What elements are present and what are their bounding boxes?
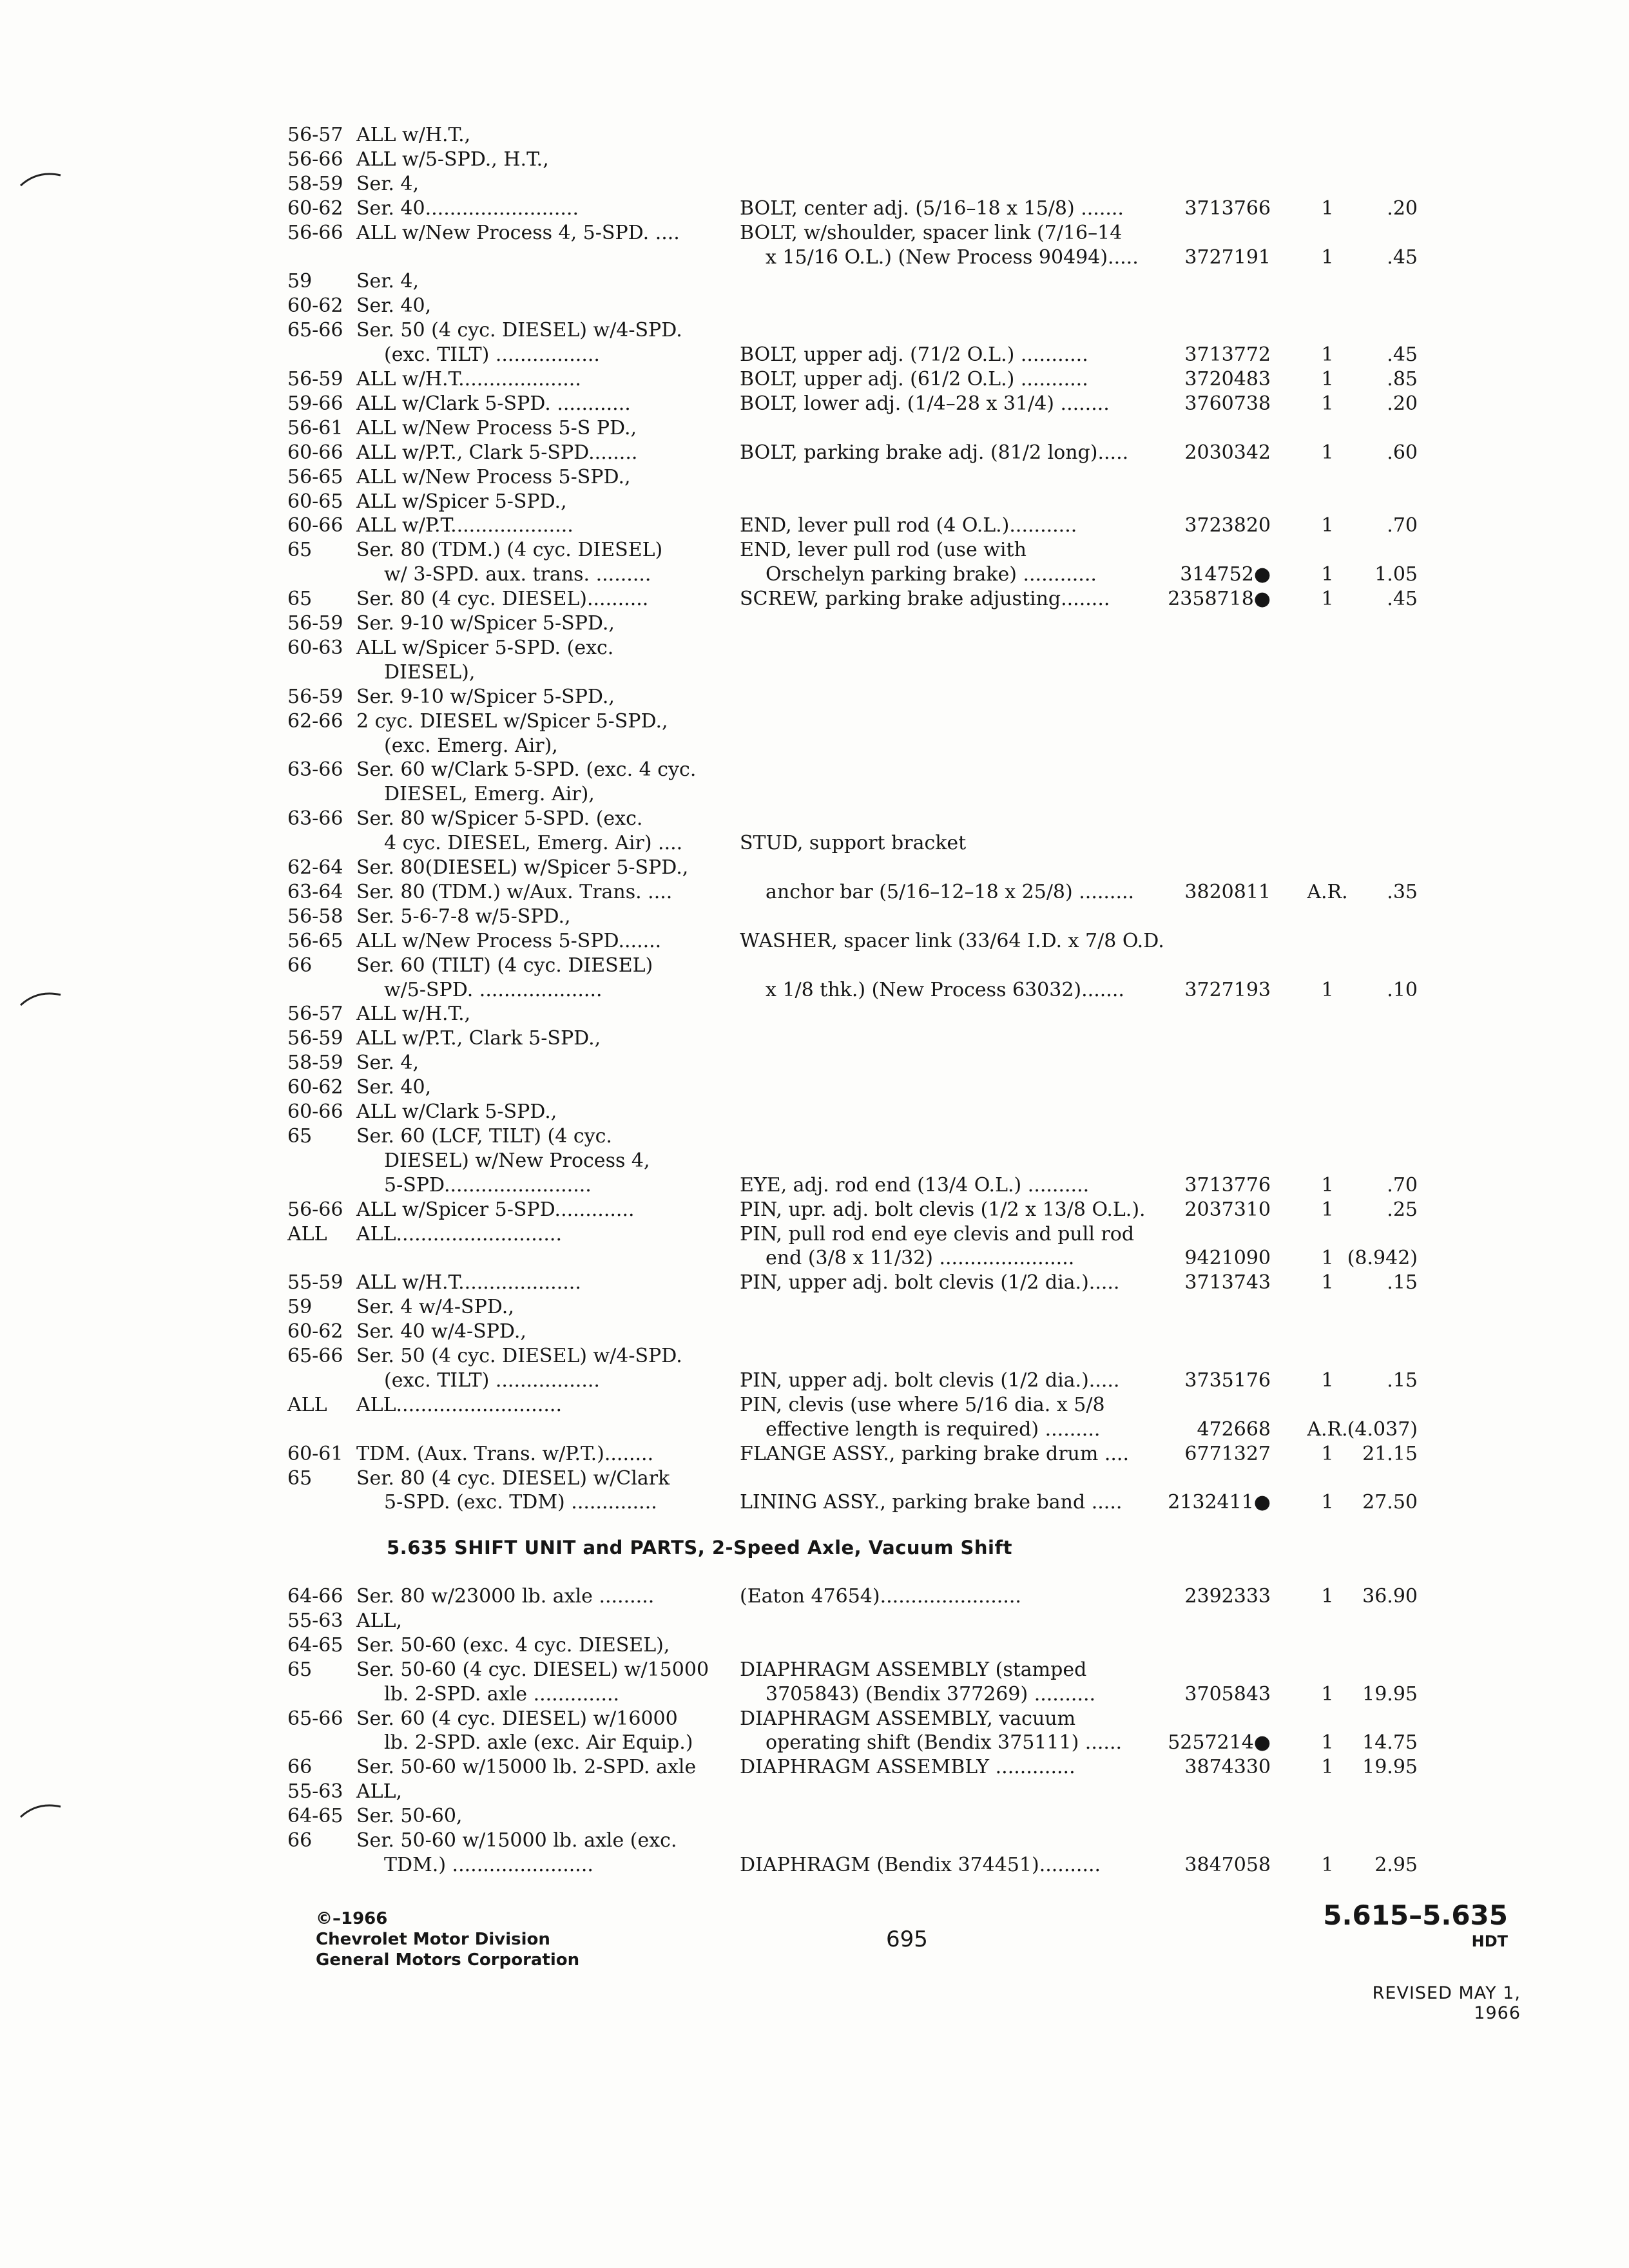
- quantity: 1: [1321, 1173, 1334, 1196]
- application: Ser. 80 (4 cyc. DIESEL)..........: [356, 588, 649, 611]
- quantity: 1: [1321, 197, 1334, 220]
- application: lb. 2-SPD. axle (exc. Air Equip.): [384, 1731, 693, 1754]
- part-number: 3820811: [1184, 880, 1271, 903]
- quantity: 1: [1321, 368, 1334, 390]
- application: ALL w/H.T....................: [356, 368, 581, 390]
- quantity: 1: [1321, 1198, 1334, 1221]
- part-number: 9421090: [1184, 1247, 1271, 1270]
- application: Ser. 50-60 (4 cyc. DIESEL) w/15000: [356, 1658, 709, 1681]
- model-years: 56-66: [287, 148, 343, 171]
- part-description: END, lever pull rod (4 O.L.)...........: [740, 514, 1077, 537]
- application: 5-SPD. (exc. TDM) ..............: [384, 1491, 657, 1514]
- application: ALL w/Clark 5-SPD. ............: [356, 392, 631, 415]
- part-number: 6771327: [1184, 1442, 1271, 1465]
- quantity: 1: [1321, 563, 1334, 586]
- price: .35: [1387, 880, 1418, 903]
- part-number: 3727191: [1184, 245, 1271, 269]
- quantity: 1: [1321, 514, 1334, 537]
- model-years: 63-66: [287, 807, 343, 831]
- quantity: 1: [1321, 1442, 1334, 1465]
- quantity: 1: [1321, 978, 1334, 1001]
- model-years: 56-65: [287, 465, 343, 488]
- part-number: 3713743: [1184, 1271, 1271, 1294]
- model-years: 59-66: [287, 392, 343, 415]
- part-number: 2132411●: [1168, 1491, 1271, 1514]
- application: ALL w/H.T....................: [356, 1271, 581, 1294]
- application: ALL w/Spicer 5-SPD.............: [356, 1198, 635, 1221]
- application: TDM.) .......................: [384, 1853, 593, 1876]
- application: (exc. TILT) .................: [384, 343, 600, 367]
- publisher-block: [316, 1908, 579, 1970]
- part-description: BOLT, parking brake adj. (81/2 long).....: [740, 441, 1129, 464]
- application: 4 cyc. DIESEL, Emerg. Air) ....: [384, 832, 683, 855]
- part-description: BOLT, upper adj. (71/2 O.L.) ...........: [740, 343, 1088, 367]
- application: ALL w/Spicer 5-SPD.,: [356, 490, 567, 513]
- price: .25: [1387, 1198, 1418, 1221]
- price: 14.75: [1362, 1731, 1418, 1754]
- application: Ser. 60 w/Clark 5-SPD. (exc. 4 cyc.: [356, 758, 697, 782]
- part-number: 472668: [1197, 1418, 1271, 1441]
- price: .70: [1387, 514, 1418, 537]
- model-years: 60-66: [287, 441, 343, 464]
- application: Ser. 4,: [356, 172, 419, 195]
- application: (exc. TILT) .................: [384, 1369, 600, 1392]
- application: Ser. 60 (4 cyc. DIESEL) w/16000: [356, 1707, 678, 1730]
- price: .60: [1387, 441, 1418, 464]
- model-years: 66: [287, 1756, 313, 1779]
- part-number: 3760738: [1184, 392, 1271, 415]
- application: ALL w/5-SPD., H.T.,: [356, 148, 549, 171]
- application: Ser. 60 (TILT) (4 cyc. DIESEL): [356, 954, 653, 977]
- model-years: 63-64: [287, 880, 343, 903]
- part-number: 3720483: [1184, 368, 1271, 390]
- application: Ser. 50-60 w/15000 lb. axle (exc.: [356, 1829, 677, 1852]
- punch-hole-mark-icon: [18, 166, 63, 192]
- model-years: 56-59: [287, 685, 343, 708]
- part-description: operating shift (Bendix 375111) ......: [766, 1731, 1123, 1754]
- application: Ser. 80 (4 cyc. DIESEL) w/Clark: [356, 1466, 670, 1490]
- part-description: PIN, pull rod end eye clevis and pull rod: [740, 1222, 1135, 1245]
- model-years: 60-66: [287, 1100, 343, 1123]
- model-years: 65: [287, 539, 313, 562]
- part-description: anchor bar (5/16–12–18 x 25/8) .........: [766, 880, 1135, 903]
- model-years: 62-64: [287, 856, 343, 879]
- quantity: A.R.: [1307, 1418, 1348, 1441]
- model-years: 56-65: [287, 929, 343, 952]
- application: ALL...........................: [356, 1393, 562, 1416]
- application: Ser. 4,: [356, 1052, 419, 1075]
- quantity: 1: [1321, 1585, 1334, 1608]
- part-number: 3874330: [1184, 1756, 1271, 1779]
- part-number: 3713766: [1184, 197, 1271, 220]
- model-years: 56-66: [287, 221, 343, 244]
- application: Ser. 9-10 w/Spicer 5-SPD.,: [356, 612, 615, 635]
- quantity: 1: [1321, 1853, 1334, 1876]
- part-description: FLANGE ASSY., parking brake drum ....: [740, 1442, 1129, 1465]
- application: ALL w/P.T., Clark 5-SPD........: [356, 441, 638, 464]
- part-number: 314752●: [1180, 563, 1271, 586]
- model-years: 64-66: [287, 1585, 343, 1608]
- model-years: 63-66: [287, 758, 343, 782]
- model-years: 65-66: [287, 1707, 343, 1730]
- section-title: 5.635 SHIFT UNIT and PARTS, 2-Speed Axle, Vacuum Shift: [387, 1537, 1012, 1559]
- price: 2.95: [1374, 1853, 1418, 1876]
- quantity: 1: [1321, 343, 1334, 367]
- quantity: 1: [1321, 441, 1334, 464]
- application: TDM. (Aux. Trans. w/P.T.)........: [356, 1442, 654, 1465]
- application: ALL,: [356, 1780, 403, 1803]
- application: Ser. 50 (4 cyc. DIESEL) w/4-SPD.: [356, 1345, 682, 1367]
- application: w/ 3-SPD. aux. trans. .........: [384, 563, 651, 586]
- part-number: 3705843: [1184, 1682, 1271, 1706]
- application: (exc. Emerg. Air),: [384, 734, 558, 757]
- price: .45: [1387, 343, 1418, 367]
- price: .45: [1387, 245, 1418, 269]
- price: .45: [1387, 588, 1418, 611]
- model-years: 55-63: [287, 1609, 343, 1632]
- application: Ser. 60 (LCF, TILT) (4 cyc.: [356, 1124, 612, 1148]
- application: ALL w/New Process 5-SPD.,: [356, 465, 631, 488]
- price: 21.15: [1362, 1442, 1418, 1465]
- part-description: DIAPHRAGM ASSEMBLY (stamped: [740, 1658, 1087, 1681]
- revised-date: REVISED MAY 1, 1966: [1372, 1983, 1521, 2023]
- quantity: 1: [1321, 1247, 1334, 1270]
- quantity: 1: [1321, 1682, 1334, 1706]
- application: Ser. 9-10 w/Spicer 5-SPD.,: [356, 685, 615, 708]
- part-number: 3713776: [1184, 1173, 1271, 1196]
- part-number: 2030342: [1184, 441, 1271, 464]
- quantity: 1: [1321, 1756, 1334, 1779]
- application: Ser. 4,: [356, 270, 419, 293]
- model-years: ALL: [287, 1222, 327, 1245]
- model-years: 65: [287, 1658, 313, 1681]
- part-description: end (3/8 x 11/32) ......................: [766, 1247, 1075, 1270]
- model-years: 66: [287, 954, 313, 977]
- model-years: 60-62: [287, 1320, 343, 1343]
- part-description: DIAPHRAGM ASSEMBLY .............: [740, 1756, 1075, 1779]
- division-name: Chevrolet Motor Division: [316, 1930, 550, 1949]
- model-years: 64-65: [287, 1633, 343, 1657]
- part-description: EYE, adj. rod end (13/4 O.L.) ..........: [740, 1173, 1090, 1196]
- part-description: DIAPHRAGM ASSEMBLY, vacuum: [740, 1707, 1076, 1730]
- model-years: 56-59: [287, 368, 343, 390]
- price: .70: [1387, 1173, 1418, 1196]
- application: ALL w/H.T.,: [356, 124, 471, 146]
- application: 5-SPD........................: [384, 1173, 592, 1196]
- price: .20: [1387, 392, 1418, 415]
- model-years: 56-61: [287, 416, 343, 439]
- application: Ser. 50-60 w/15000 lb. 2-SPD. axle: [356, 1756, 697, 1779]
- price: 36.90: [1362, 1585, 1418, 1608]
- quantity: A.R.: [1307, 880, 1348, 903]
- application: Ser. 40.........................: [356, 197, 579, 220]
- quantity: 1: [1321, 392, 1334, 415]
- model-years: 56-57: [287, 1003, 343, 1026]
- part-description: effective length is required) .........: [766, 1418, 1101, 1441]
- application: ALL w/H.T.,: [356, 1003, 471, 1026]
- model-years: 65: [287, 588, 313, 611]
- model-years: 56-66: [287, 1198, 343, 1221]
- part-description: DIAPHRAGM (Bendix 374451)..........: [740, 1853, 1101, 1876]
- application: ALL w/New Process 5-S PD.,: [356, 416, 637, 439]
- model-years: 60-63: [287, 636, 343, 659]
- model-years: 60-62: [287, 294, 343, 318]
- application: ALL w/P.T., Clark 5-SPD.,: [356, 1027, 601, 1050]
- model-years: 60-62: [287, 197, 343, 220]
- application: ALL w/Clark 5-SPD.,: [356, 1100, 557, 1123]
- model-years: 65-66: [287, 1345, 343, 1367]
- model-years: 56-59: [287, 1027, 343, 1050]
- application: w/5-SPD. ....................: [384, 978, 602, 1001]
- model-years: 62-66: [287, 709, 343, 733]
- part-description: BOLT, w/shoulder, spacer link (7/16–14: [740, 221, 1123, 244]
- application: Ser. 50-60 (exc. 4 cyc. DIESEL),: [356, 1633, 670, 1657]
- part-description: BOLT, upper adj. (61/2 O.L.) ...........: [740, 368, 1088, 390]
- model-years: 56-58: [287, 905, 343, 928]
- application: DIESEL) w/New Process 4,: [384, 1149, 650, 1172]
- part-description: (Eaton 47654).......................: [740, 1585, 1021, 1608]
- model-years: 56-59: [287, 612, 343, 635]
- price: (4.037): [1347, 1418, 1418, 1441]
- quantity: 1: [1321, 1271, 1334, 1294]
- model-years: 56-57: [287, 124, 343, 146]
- model-years: 58-59: [287, 172, 343, 195]
- part-description: STUD, support bracket: [740, 832, 967, 855]
- price: .15: [1387, 1369, 1418, 1392]
- application: Ser. 80(DIESEL) w/Spicer 5-SPD.,: [356, 856, 689, 879]
- model-years: 65: [287, 1466, 313, 1490]
- application: Ser. 40 w/4-SPD.,: [356, 1320, 526, 1343]
- part-number: 2358718●: [1168, 588, 1271, 611]
- application: Ser. 80 w/Spicer 5-SPD. (exc.: [356, 807, 643, 831]
- application: lb. 2-SPD. axle ..............: [384, 1682, 620, 1706]
- part-description: BOLT, lower adj. (1/4–28 x 31/4) ........: [740, 392, 1110, 415]
- model-years: 55-59: [287, 1271, 343, 1294]
- model-years: 64-65: [287, 1805, 343, 1828]
- punch-hole-mark-icon: [18, 986, 63, 1012]
- application: ALL w/Spicer 5-SPD. (exc.: [356, 636, 614, 659]
- price: .10: [1387, 978, 1418, 1001]
- application: Ser. 50-60,: [356, 1805, 463, 1828]
- application: DIESEL),: [384, 660, 476, 684]
- model-years: 65-66: [287, 319, 343, 342]
- application: Ser. 80 (TDM.) (4 cyc. DIESEL): [356, 539, 663, 562]
- application: Ser. 40,: [356, 294, 432, 318]
- application: ALL w/P.T....................: [356, 514, 574, 537]
- model-years: 59: [287, 270, 313, 293]
- part-description: PIN, upr. adj. bolt clevis (1/2 x 13/8 O.L.).: [740, 1198, 1146, 1221]
- price: 27.50: [1362, 1491, 1418, 1514]
- model-years: 60-62: [287, 1076, 343, 1099]
- part-number: 3735176: [1184, 1369, 1271, 1392]
- part-number: 3723820: [1184, 514, 1271, 537]
- quantity: 1: [1321, 1731, 1334, 1754]
- model-years: 60-65: [287, 490, 343, 513]
- part-number: 3847058: [1184, 1853, 1271, 1876]
- part-description: PIN, clevis (use where 5/16 dia. x 5/8: [740, 1393, 1105, 1416]
- section-code: HDT: [1471, 1932, 1508, 1950]
- section-range: 5.615–5.635: [1323, 1899, 1508, 1931]
- part-description: END, lever pull rod (use with: [740, 539, 1027, 562]
- application: Ser. 4 w/4-SPD.,: [356, 1296, 514, 1319]
- model-years: 60-66: [287, 514, 343, 537]
- part-description: 3705843) (Bendix 377269) ..........: [766, 1682, 1096, 1706]
- part-description: SCREW, parking brake adjusting........: [740, 588, 1110, 611]
- part-description: PIN, upper adj. bolt clevis (1/2 dia.).....: [740, 1271, 1120, 1294]
- part-number: 3727193: [1184, 978, 1271, 1001]
- application: ALL...........................: [356, 1222, 562, 1245]
- part-description: x 15/16 O.L.) (New Process 90494).....: [766, 245, 1139, 269]
- part-description: BOLT, center adj. (5/16–18 x 15/8) .......: [740, 197, 1124, 220]
- model-years: 59: [287, 1296, 313, 1319]
- price: 1.05: [1374, 563, 1418, 586]
- part-number: 5257214●: [1168, 1731, 1271, 1754]
- part-description: LINING ASSY., parking brake band .....: [740, 1491, 1123, 1514]
- model-years: 55-63: [287, 1780, 343, 1803]
- application: Ser. 5-6-7-8 w/5-SPD.,: [356, 905, 571, 928]
- part-description: Orschelyn parking brake) ............: [766, 563, 1097, 586]
- price: .20: [1387, 197, 1418, 220]
- application: Ser. 40,: [356, 1076, 432, 1099]
- section-range-block: [1321, 1899, 1508, 1951]
- application: DIESEL, Emerg. Air),: [384, 783, 595, 806]
- price: .15: [1387, 1271, 1418, 1294]
- quantity: 1: [1321, 1369, 1334, 1392]
- application: ALL,: [356, 1609, 403, 1632]
- model-years: ALL: [287, 1393, 327, 1416]
- part-number: 2392333: [1184, 1585, 1271, 1608]
- application: ALL w/New Process 5-SPD.......: [356, 929, 662, 952]
- price: .85: [1387, 368, 1418, 390]
- model-years: 65: [287, 1124, 313, 1148]
- price: (8.942): [1347, 1247, 1418, 1270]
- copyright: ©–1966: [316, 1909, 388, 1928]
- punch-hole-mark-icon: [18, 1798, 63, 1823]
- price: 19.95: [1362, 1756, 1418, 1779]
- application: ALL w/New Process 4, 5-SPD. ....: [356, 221, 680, 244]
- model-years: 58-59: [287, 1052, 343, 1075]
- page-number: 695: [886, 1927, 928, 1952]
- part-number: 3713772: [1184, 343, 1271, 367]
- price: 19.95: [1362, 1682, 1418, 1706]
- part-description: x 1/8 thk.) (New Process 63032).......: [766, 978, 1124, 1001]
- part-description: WASHER, spacer link (33/64 I.D. x 7/8 O.D.: [740, 929, 1164, 952]
- quantity: 1: [1321, 588, 1334, 611]
- quantity: 1: [1321, 1491, 1334, 1514]
- model-years: 60-61: [287, 1442, 343, 1465]
- part-number: 2037310: [1184, 1198, 1271, 1221]
- quantity: 1: [1321, 245, 1334, 269]
- part-description: PIN, upper adj. bolt clevis (1/2 dia.).....: [740, 1369, 1120, 1392]
- model-years: 66: [287, 1829, 313, 1852]
- application: 2 cyc. DIESEL w/Spicer 5-SPD.,: [356, 709, 668, 733]
- application: Ser. 50 (4 cyc. DIESEL) w/4-SPD.: [356, 319, 682, 342]
- application: Ser. 80 w/23000 lb. axle .........: [356, 1585, 655, 1608]
- application: Ser. 80 (TDM.) w/Aux. Trans. ....: [356, 880, 673, 903]
- corporation-name: General Motors Corporation: [316, 1950, 580, 1970]
